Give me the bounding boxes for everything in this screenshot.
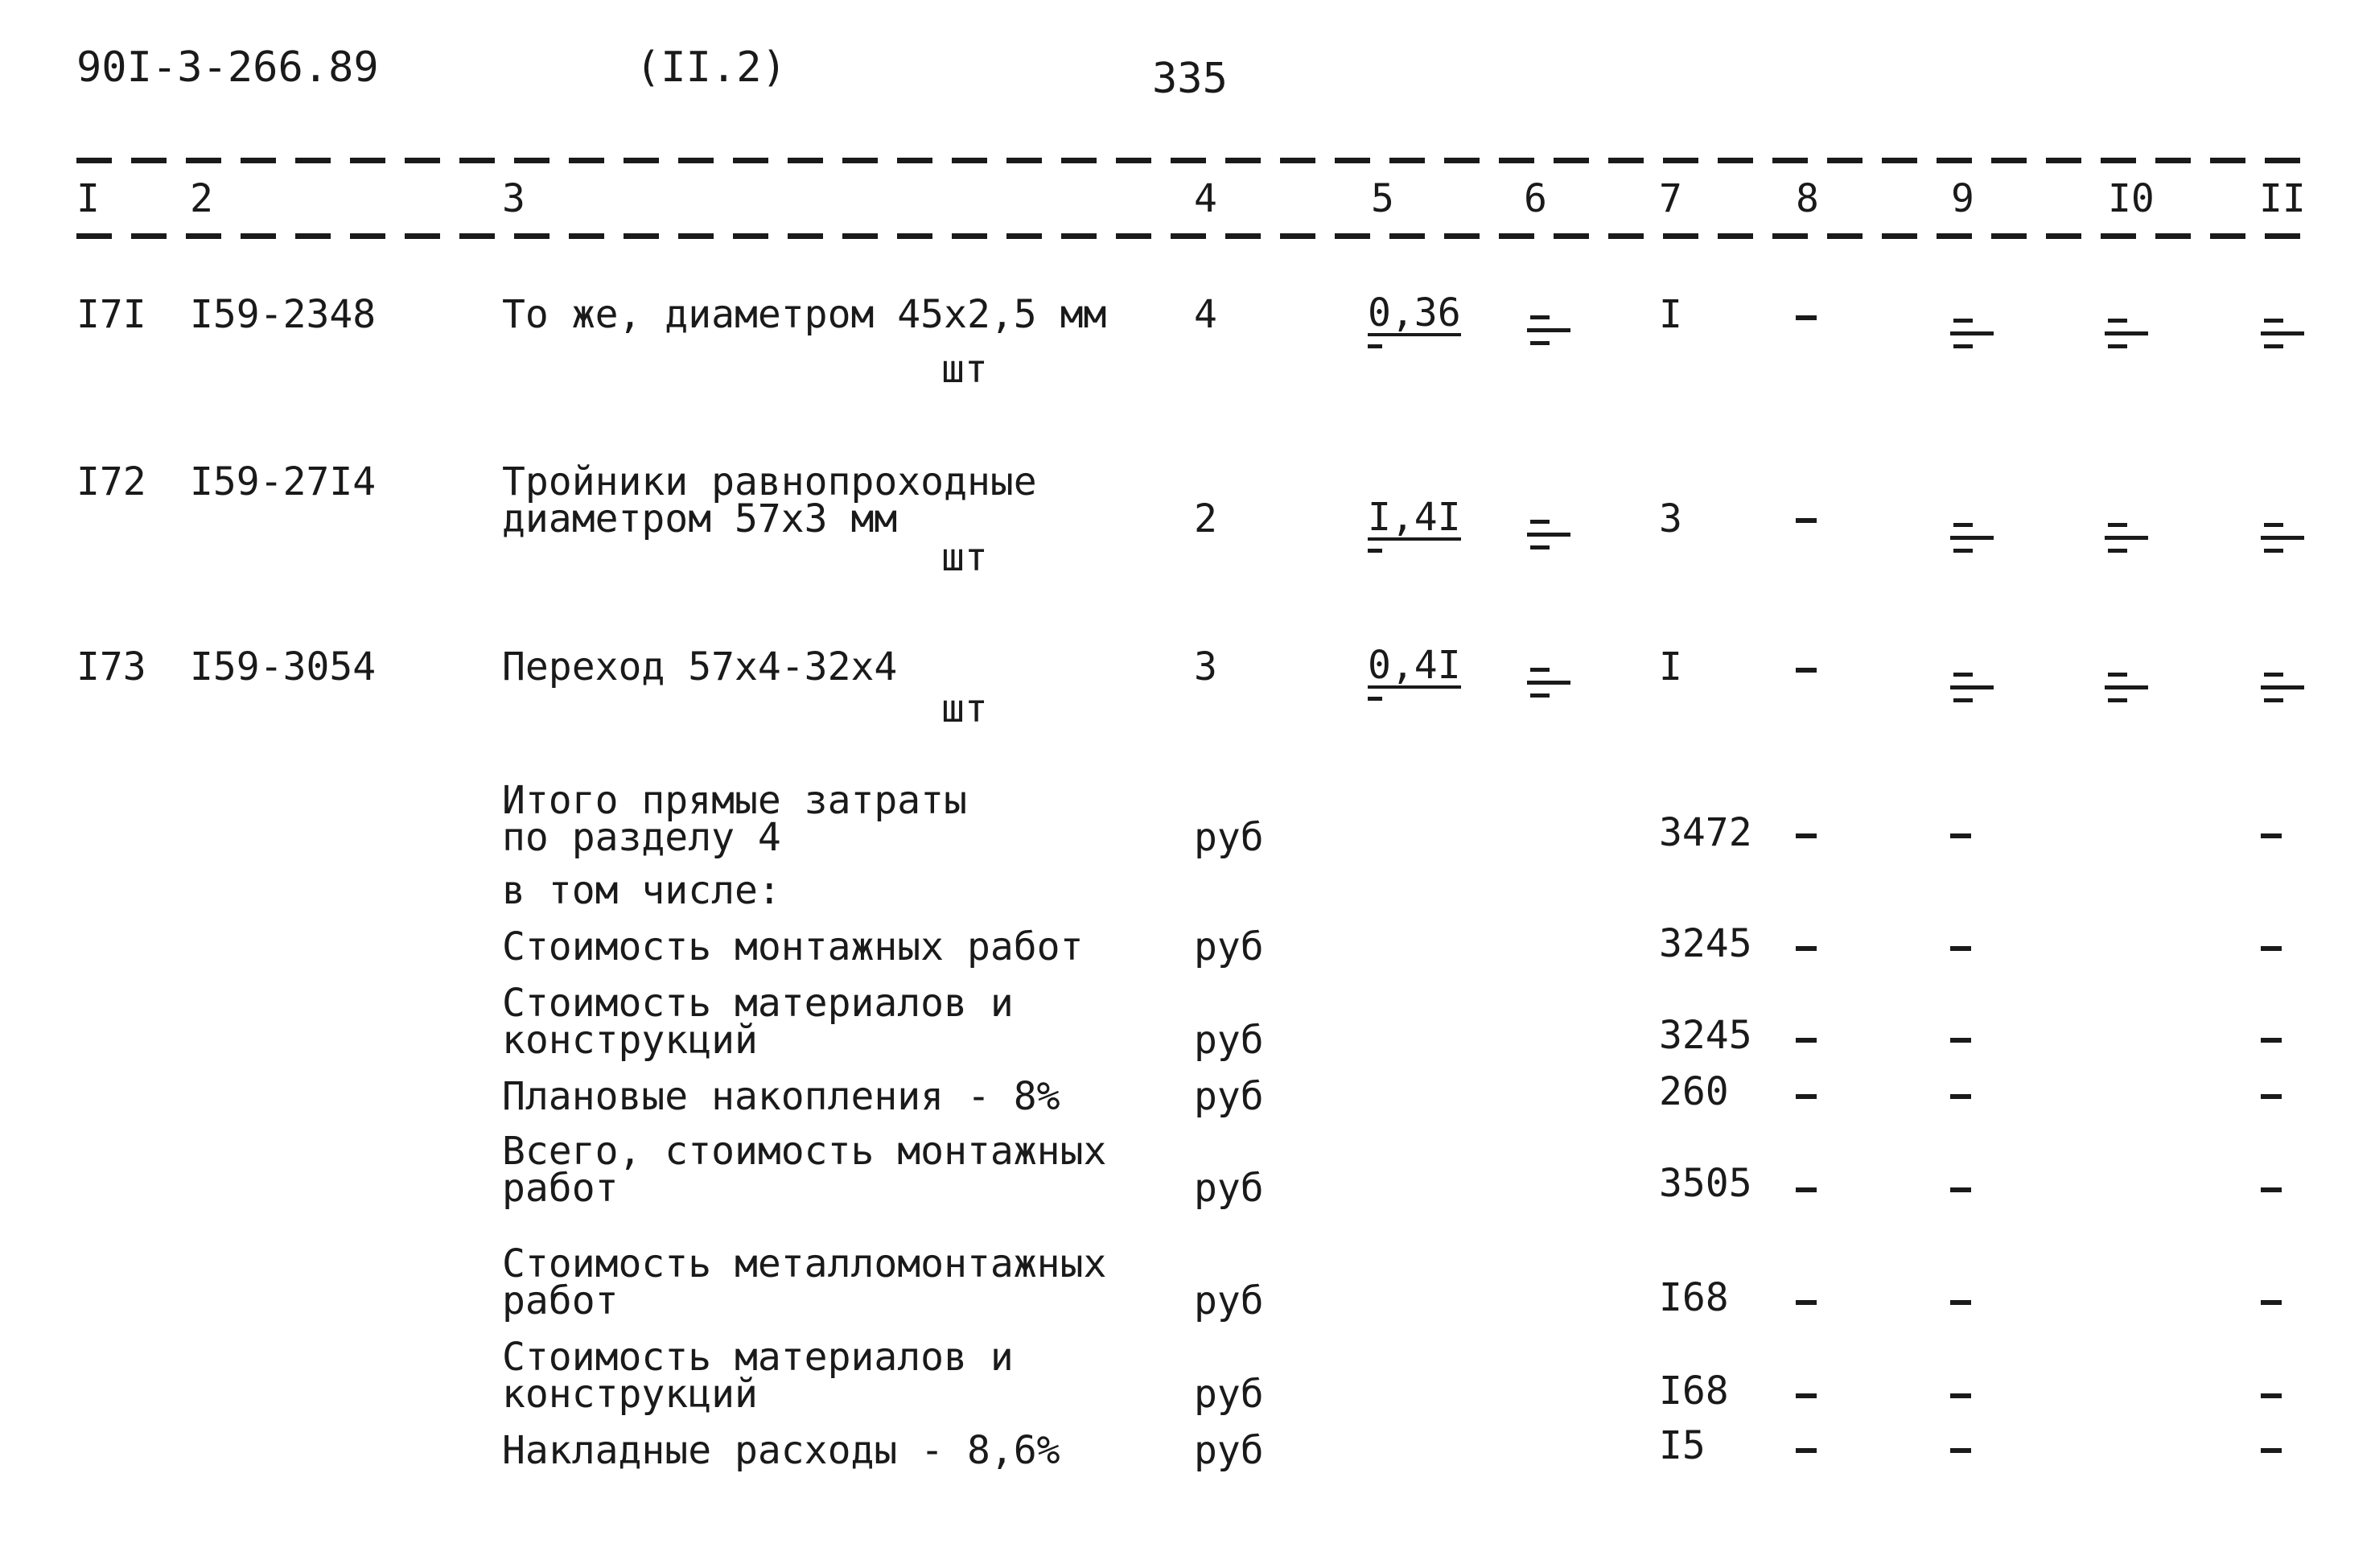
item-unit: шт [941, 347, 988, 392]
item-code: I59-2348 [190, 292, 377, 337]
summary-item-label: Стоимость материалов и [502, 1335, 1014, 1380]
item-description: Переход 57х4-32х4 [502, 644, 898, 689]
ditto-mark [1527, 520, 1570, 552]
item-code: I59-27I4 [190, 459, 377, 504]
dash-mark [1950, 1094, 1971, 1099]
item-quantity: 2 [1194, 496, 1217, 541]
dash-mark [2261, 1300, 2282, 1305]
dash-mark [2261, 1094, 2282, 1099]
dash-mark [1796, 1448, 1817, 1453]
summary-item-label: Всего, стоимость монтажных [502, 1129, 1107, 1174]
ditto-mark [2261, 319, 2304, 351]
row-number: I73 [76, 644, 146, 689]
summary-item-label: работ [502, 1166, 619, 1211]
summary-value: 260 [1659, 1069, 1729, 1114]
summary-value: 3245 [1659, 1013, 1752, 1058]
dash-mark [1950, 833, 1971, 838]
summary-item-label: Стоимость монтажных работ [502, 924, 1084, 969]
summary-unit: руб [1194, 1166, 1264, 1211]
dash-mark [1796, 946, 1817, 951]
item-unit: шт [941, 535, 988, 580]
ditto-mark [1950, 673, 1994, 705]
dash-mark [2261, 1448, 2282, 1453]
column-header-7: 7 [1659, 176, 1682, 221]
dash-mark [1796, 518, 1817, 523]
dash-mark [1950, 946, 1971, 951]
ditto-mark [2105, 523, 2148, 555]
dash-mark [1796, 315, 1817, 320]
summary-value: I68 [1659, 1275, 1729, 1320]
including-label: в том числе: [502, 868, 781, 913]
dash-mark [2261, 1187, 2282, 1192]
dash-mark [1950, 1393, 1971, 1398]
ditto-mark [2105, 319, 2148, 351]
column-header-5: 5 [1371, 176, 1394, 221]
column-header-4: 4 [1194, 176, 1217, 221]
ditto-mark [1527, 668, 1570, 700]
dash-mark [1950, 1300, 1971, 1305]
ditto-mark [2105, 673, 2148, 705]
item-quantity: 4 [1194, 292, 1217, 337]
item-code: I59-3054 [190, 644, 377, 689]
item-description: То же, диаметром 45х2,5 мм [502, 292, 1107, 337]
dash-mark [1796, 668, 1817, 673]
summary-item-label: Плановые накопления - 8% [502, 1074, 1060, 1119]
unit-price-fraction [1368, 290, 1461, 348]
row-number: I72 [76, 459, 146, 504]
dash-mark [2261, 1393, 2282, 1398]
summary-total-label: Итого прямые затраты [502, 778, 967, 823]
summary-unit: руб [1194, 815, 1264, 860]
column-header-10: I0 [2108, 176, 2155, 221]
summary-value: I68 [1659, 1368, 1729, 1414]
sheet-reference: (II.2) [636, 43, 787, 92]
summary-item-label: Стоимость материалов и [502, 981, 1014, 1026]
summary-item-label: Стоимость металломонтажных [502, 1241, 1107, 1286]
item-description: диаметром 57х3 мм [502, 496, 898, 541]
dash-mark [1796, 1187, 1817, 1192]
column-header-8: 8 [1796, 176, 1819, 221]
dash-mark [1796, 1038, 1817, 1043]
column-header-1: I [76, 176, 100, 221]
dash-mark [2261, 833, 2282, 838]
header-top-rule [76, 158, 2309, 163]
summary-item-label: конструкций [502, 1372, 758, 1417]
summary-unit: руб [1194, 924, 1264, 969]
summary-value: 3505 [1659, 1161, 1752, 1206]
dash-mark [1796, 1094, 1817, 1099]
ditto-mark [1950, 523, 1994, 555]
summary-item-label: конструкций [502, 1018, 758, 1063]
column-header-9: 9 [1951, 176, 1974, 221]
dash-mark [1950, 1187, 1971, 1192]
unit-price: I,4I [1368, 495, 1461, 540]
row-number: I7I [76, 292, 146, 337]
summary-total-label: по разделу 4 [502, 815, 781, 860]
page-number: 335 [1152, 55, 1228, 103]
column-7-value: I [1659, 644, 1682, 689]
item-unit: шт [941, 686, 988, 731]
summary-value: 3472 [1659, 810, 1752, 855]
ditto-mark [1527, 315, 1570, 348]
column-header-11: II [2259, 176, 2306, 221]
unit-price: 0,36 [1368, 290, 1461, 335]
ditto-mark [1950, 319, 1994, 351]
summary-unit: руб [1194, 1018, 1264, 1063]
dash-mark [1950, 1038, 1971, 1043]
unit-price-fraction [1368, 643, 1461, 701]
summary-item-label: Накладные расходы - 8,6% [502, 1428, 1060, 1473]
summary-unit: руб [1194, 1074, 1264, 1119]
dash-mark [2261, 1038, 2282, 1043]
unit-price: 0,4I [1368, 643, 1461, 688]
column-header-6: 6 [1524, 176, 1547, 221]
summary-unit: руб [1194, 1428, 1264, 1473]
column-header-2: 2 [190, 176, 213, 221]
header-bottom-rule [76, 233, 2309, 239]
column-header-3: 3 [502, 176, 525, 221]
summary-unit: руб [1194, 1278, 1264, 1323]
summary-item-label: работ [502, 1278, 619, 1323]
dash-mark [1796, 1393, 1817, 1398]
dash-mark [2261, 946, 2282, 951]
column-7-value: I [1659, 292, 1682, 337]
ditto-mark [2261, 673, 2304, 705]
document-code: 90I-3-266.89 [76, 43, 379, 92]
unit-price-fraction [1368, 495, 1461, 553]
item-description: Тройники равнопроходные [502, 459, 1037, 504]
item-quantity: 3 [1194, 644, 1217, 689]
summary-value: I5 [1659, 1423, 1706, 1468]
dash-mark [1950, 1448, 1971, 1453]
dash-mark [1796, 1300, 1817, 1305]
column-7-value: 3 [1659, 496, 1682, 541]
dash-mark [1796, 833, 1817, 838]
ditto-mark [2261, 523, 2304, 555]
summary-value: 3245 [1659, 921, 1752, 966]
summary-unit: руб [1194, 1372, 1264, 1417]
